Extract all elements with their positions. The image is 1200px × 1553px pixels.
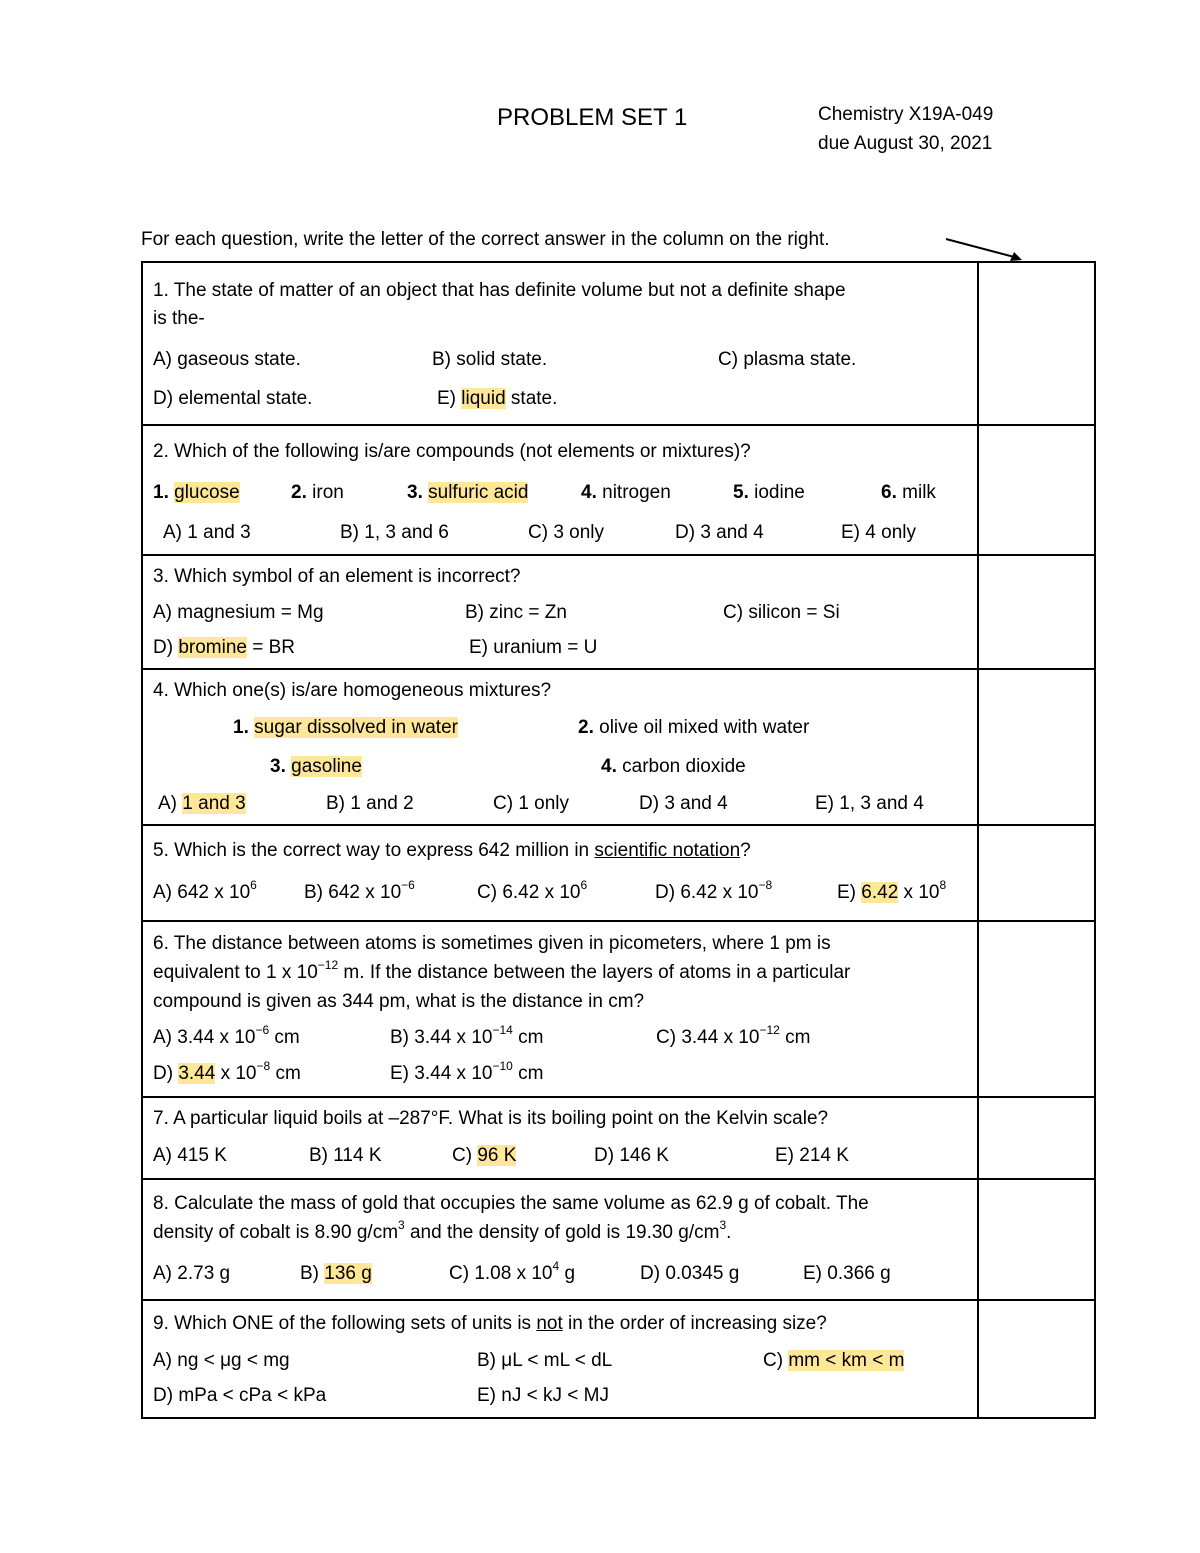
course-code: Chemistry X19A-049 [818, 104, 994, 125]
page-title: PROBLEM SET 1 [497, 104, 688, 131]
answer-cell-7[interactable] [978, 1097, 1095, 1179]
q8-option-a: A) 2.73 g [153, 1263, 231, 1284]
q2-option-b: B) 1, 3 and 6 [340, 522, 449, 543]
q1-option-c: C) plasma state. [718, 349, 857, 370]
q2-option-c: C) 3 only [528, 522, 605, 543]
q4-item-4: 4. carbon dioxide [601, 756, 746, 777]
question-row-6 [142, 921, 1095, 1097]
question-row-1 [142, 262, 1095, 425]
question-row-8 [142, 1179, 1095, 1300]
q6-option-c: C) 3.44 x $10^{-12}$ cm [656, 1022, 811, 1048]
q9-stem: 9. Which ONE of the following sets of units is not in the order of increasing size? [153, 1313, 827, 1334]
q5-option-d: D) 6.42 x $10^{-8}$ [655, 877, 773, 903]
q4-item-2: 2. olive oil mixed with water [578, 717, 810, 738]
question-row-9 [142, 1300, 1095, 1418]
q2-stem: 2. Which of the following is/are compounds (not elements or mixtures)? [153, 441, 751, 462]
q8-answer-highlight: 136 g [324, 1263, 372, 1284]
q9-option-b: B) μL < mL < dL [477, 1350, 613, 1371]
question-5 [143, 826, 977, 920]
question-2 [143, 426, 977, 554]
q3-answer-highlight: bromine [178, 637, 247, 658]
q6-option-e: E) 3.44 x $10^{-10}$ cm [390, 1058, 544, 1084]
q7-stem: 7. A particular liquid boils at –287°F. What is its boiling point on the Kelvin scale? [153, 1108, 829, 1129]
question-8 [143, 1180, 977, 1299]
q8-option-d: D) 0.0345 g [640, 1263, 740, 1284]
q1-answer-highlight: liquid [461, 388, 506, 409]
q5-option-a: A) 642 x $10^6$ [153, 877, 257, 903]
question-row-3 [142, 555, 1095, 669]
q1-option-b: B) solid state. [432, 349, 548, 370]
q5-option-b: B) 642 x $10^{-6}$ [304, 877, 415, 903]
answer-cell-8[interactable] [978, 1179, 1095, 1300]
question-1 [143, 263, 977, 424]
q4-option-c: C) 1 only [493, 793, 570, 814]
question-7 [143, 1098, 977, 1178]
q4-item-1: 1. sugar dissolved in water [233, 717, 458, 738]
q1-stem-line1: 1. The state of matter of an object that has definite volume but not a definite shape [153, 280, 846, 301]
q9-option-c: C) mm < km < m [763, 1350, 905, 1371]
q6-stem-line3: compound is given as 344 pm, what is the distance in cm? [153, 991, 645, 1012]
q2-item-1: 1. glucose [153, 482, 240, 503]
answer-cell-4[interactable] [978, 669, 1095, 825]
q7-option-a: A) 415 K [153, 1145, 227, 1166]
q7-option-d: D) 146 K [594, 1145, 669, 1166]
q4-answer-highlight: 1 and 3 [182, 793, 246, 814]
question-4 [143, 670, 977, 824]
answer-cell-6[interactable] [978, 921, 1095, 1097]
q4-item-1-highlight: sugar dissolved in water [254, 717, 458, 738]
q9-underline: not [536, 1313, 563, 1334]
q9-answer-highlight: mm < km < m [788, 1350, 905, 1371]
q1-option-d: D) elemental state. [153, 388, 313, 409]
q6-answer-highlight: 3.44 [178, 1063, 216, 1084]
question-row-7 [142, 1097, 1095, 1179]
q8-option-b: B) 136 g [300, 1263, 372, 1284]
q8-stem-line2: density of cobalt is 8.90 $g/cm^3$ and the density of gold is 19.30 $g/cm^3$. [153, 1217, 732, 1243]
q2-item-3: 3. sulfuric acid [407, 482, 529, 503]
question-9 [143, 1301, 977, 1417]
q2-item-2: 2. iron [291, 482, 344, 503]
q6-option-d: D) 3.44 x $10^{-8}$ cm [153, 1058, 301, 1084]
q5-stem: 5. Which is the correct way to express 642 million in scientific notation? [153, 840, 751, 861]
q2-option-e: E) 4 only [841, 522, 916, 543]
q9-option-d: D) mPa < cPa < kPa [153, 1385, 327, 1406]
answer-cell-5[interactable] [978, 825, 1095, 921]
q7-option-e: E) 214 K [775, 1145, 849, 1166]
q8-option-c: C) 1.08 x $10^4$ g [449, 1258, 576, 1284]
q5-option-c: C) 6.42 x $10^6$ [477, 877, 588, 903]
q3-option-b: B) zinc = Zn [465, 602, 567, 623]
q6-stem-line2: equivalent to 1 x $10^{-12}$ m. If the distance between the layers of atoms in a particular [153, 957, 851, 983]
question-row-2 [142, 425, 1095, 555]
q4-option-a: A) 1 and 3 [158, 793, 246, 814]
q4-option-d: D) 3 and 4 [639, 793, 728, 814]
q9-option-e: E) nJ < kJ < MJ [477, 1385, 609, 1406]
question-3 [143, 556, 977, 668]
instructions: For each question, write the letter of the correct answer in the column on the right. [141, 229, 830, 250]
q9-option-a: A) ng < μg < mg [153, 1350, 290, 1371]
answer-cell-9[interactable] [978, 1300, 1095, 1418]
q2-item-6: 6. milk [881, 482, 936, 503]
q4-stem: 4. Which one(s) is/are homogeneous mixtures? [153, 680, 552, 701]
q2-option-d: D) 3 and 4 [675, 522, 764, 543]
q2-item-4: 4. nitrogen [581, 482, 671, 503]
q5-answer-highlight: 6.42 [861, 882, 899, 903]
q3-stem: 3. Which symbol of an element is incorrect? [153, 566, 521, 587]
question-row-4 [142, 669, 1095, 825]
q2-item-5: 5. iodine [733, 482, 805, 503]
q4-option-b: B) 1 and 2 [326, 793, 414, 814]
answer-cell-3[interactable] [978, 555, 1095, 669]
q3-option-e: E) uranium = U [469, 637, 598, 658]
q4-option-e: E) 1, 3 and 4 [815, 793, 924, 814]
q6-option-b: B) 3.44 x $10^{-14}$ cm [390, 1022, 544, 1048]
q4-item-3-highlight: gasoline [291, 756, 362, 777]
q8-stem-line1: 8. Calculate the mass of gold that occupies the same volume as 62.9 g of cobalt. The [153, 1193, 869, 1214]
q2-item-3-highlight: sulfuric acid [428, 482, 529, 503]
question-6 [143, 922, 977, 1096]
question-row-5 [142, 825, 1095, 921]
q7-answer-highlight: 96 K [477, 1145, 517, 1166]
q6-option-a: A) 3.44 x $10^{-6}$ cm [153, 1022, 300, 1048]
q3-option-c: C) silicon = Si [723, 602, 840, 623]
q2-item-1-highlight: glucose [174, 482, 240, 503]
q7-option-b: B) 114 K [309, 1145, 382, 1166]
due-date: due August 30, 2021 [818, 133, 993, 154]
q5-option-e: E) 6.42 x $10^8$ [837, 877, 947, 903]
q2-option-a: A) 1 and 3 [163, 522, 251, 543]
questions-table [141, 261, 1096, 1419]
answer-cell-2[interactable] [978, 425, 1095, 555]
answer-cell-1[interactable] [978, 262, 1095, 425]
q7-option-c: C) 96 K [452, 1145, 517, 1166]
q1-option-e: E) liquid state. [437, 388, 558, 409]
q1-option-a: A) gaseous state. [153, 349, 301, 370]
q4-item-3: 3. gasoline [270, 756, 362, 777]
q3-option-d: D) bromine = BR [153, 637, 296, 658]
q8-option-e: E) 0.366 g [803, 1263, 891, 1284]
q6-stem-line1: 6. The distance between atoms is sometimes given in picometers, where 1 pm is [153, 933, 831, 954]
q3-option-a: A) magnesium = Mg [153, 602, 324, 623]
q1-stem-line2: is the- [153, 308, 205, 329]
q5-underline: scientific notation [594, 840, 741, 861]
